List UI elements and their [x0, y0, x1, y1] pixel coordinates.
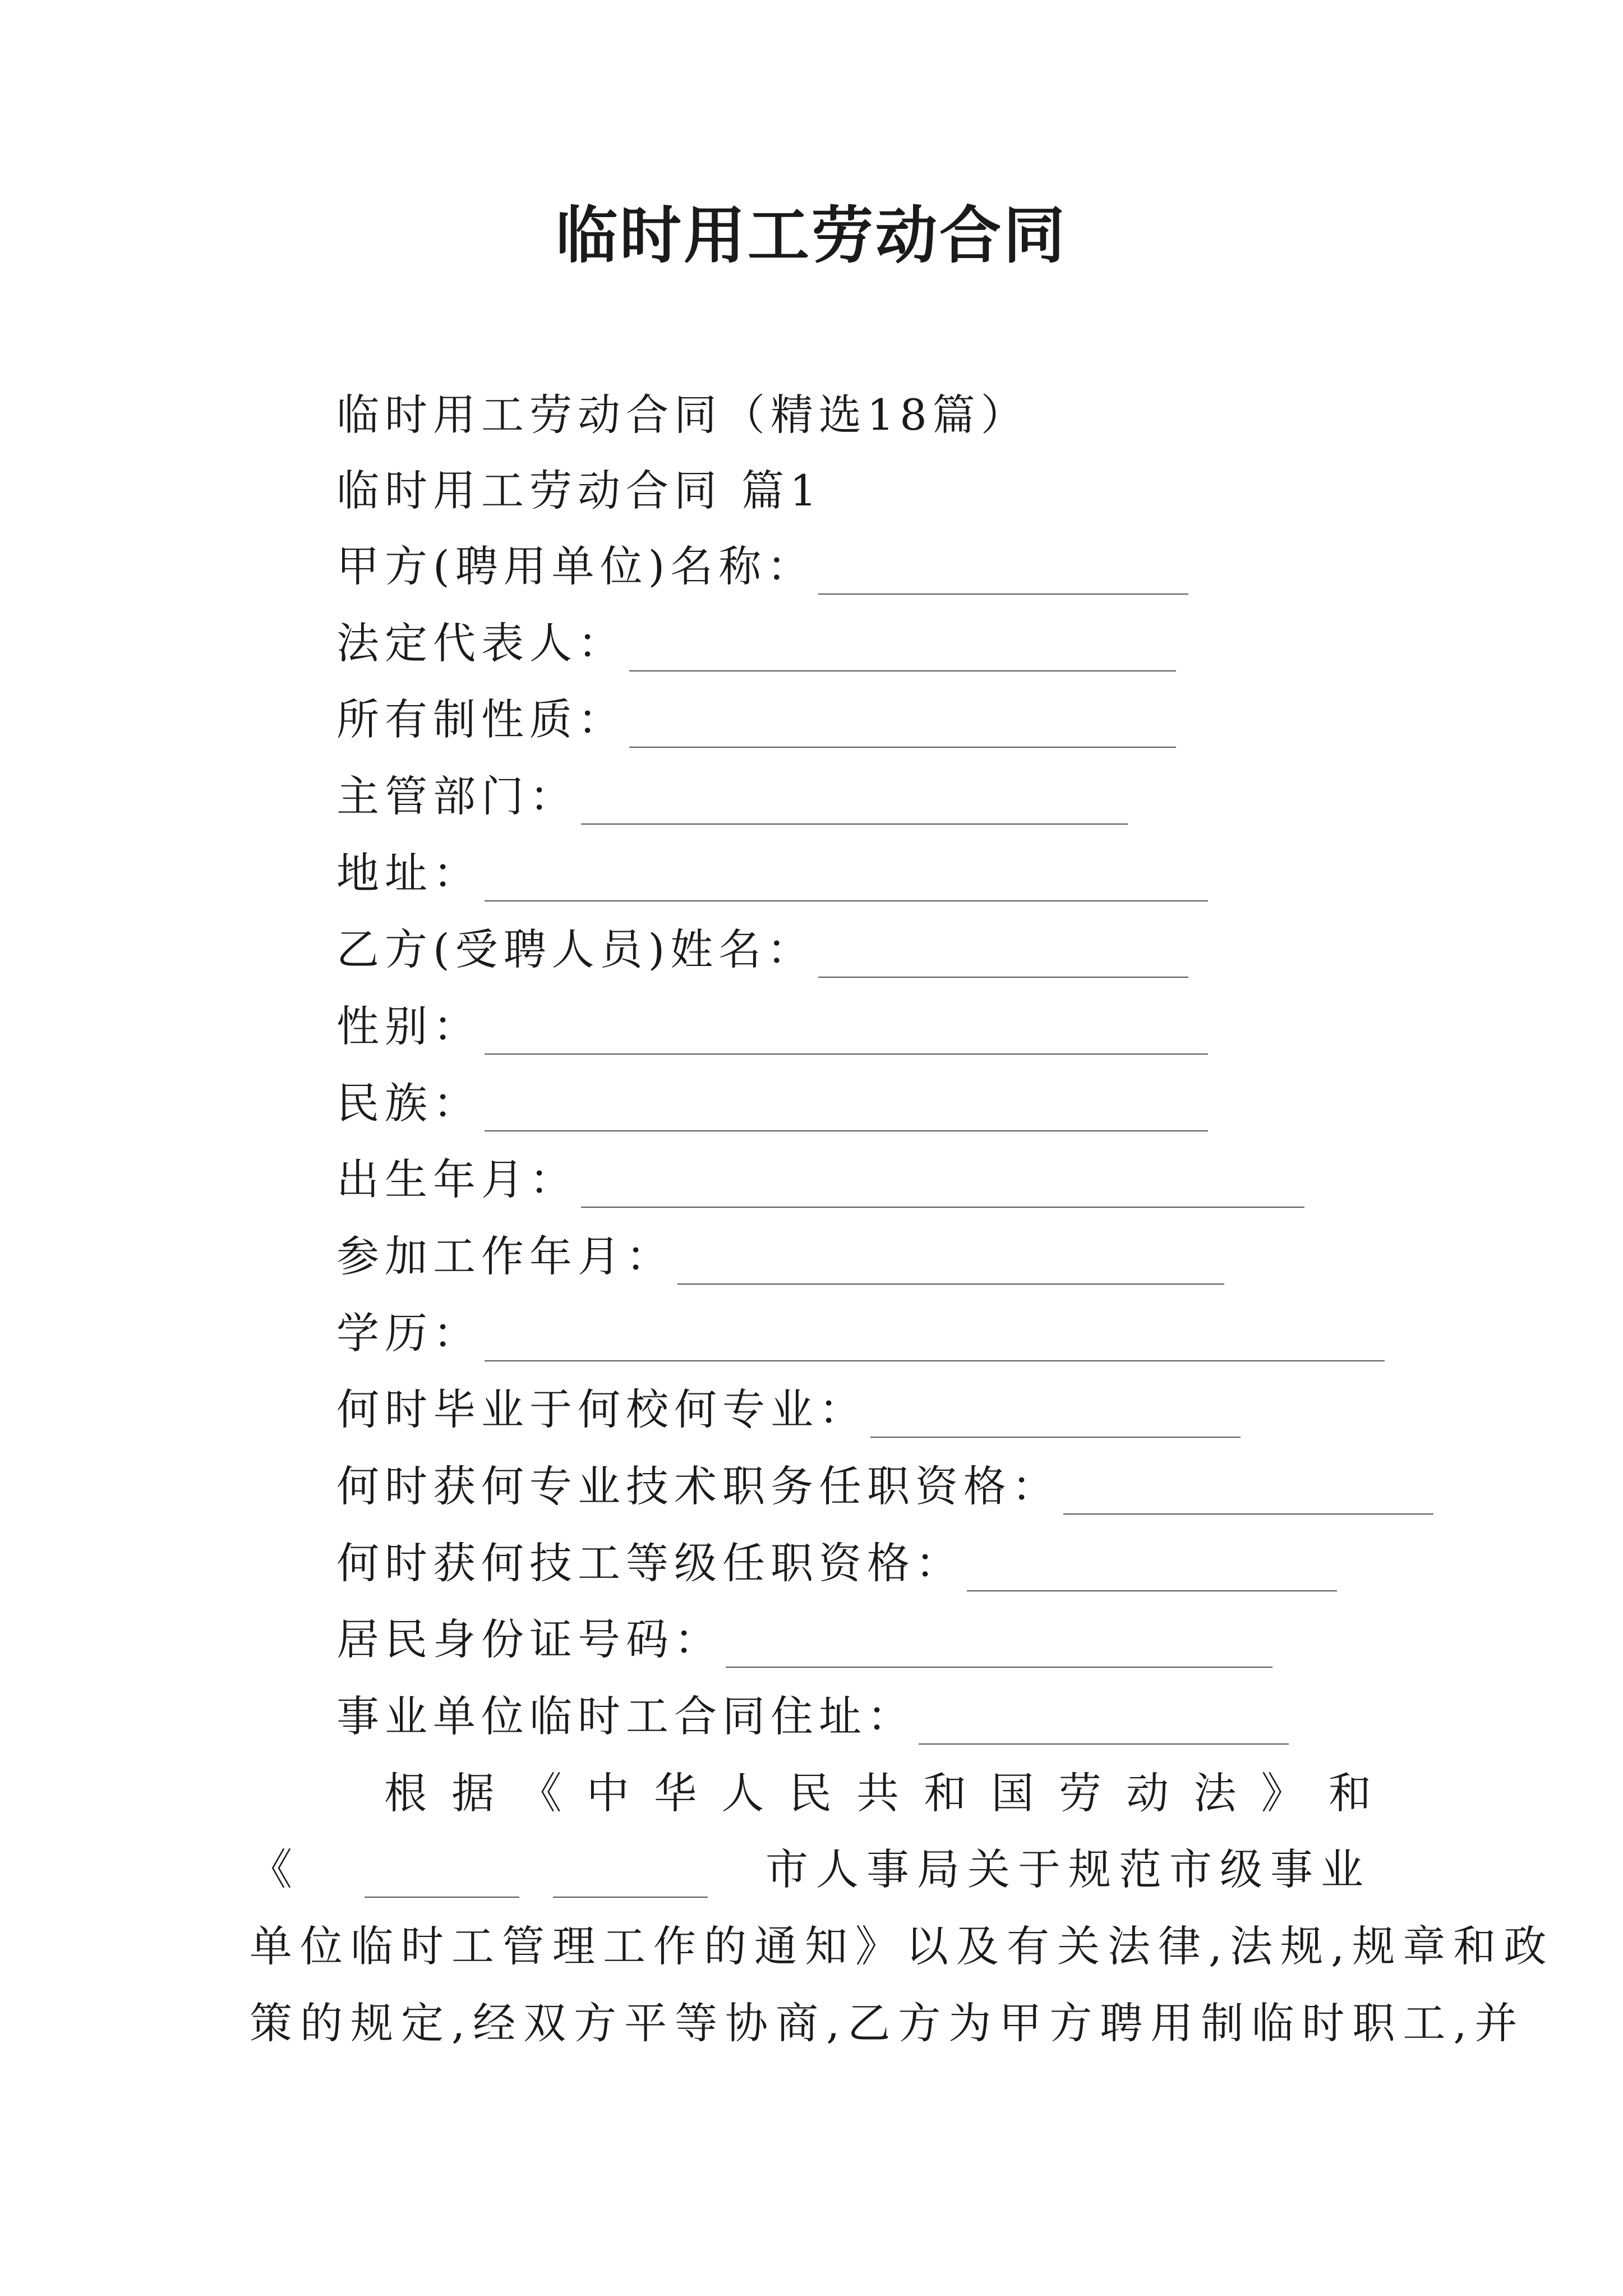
- field-label: 何时获何技工等级任职资格：: [336, 1538, 963, 1588]
- body-line-4: 策的规定,经双方平等协商,乙方为甲方聘用制临时职工,并: [250, 1998, 1525, 2048]
- field-label: 所有制性质：: [336, 694, 626, 744]
- field-gender: [336, 999, 1208, 1055]
- document-title: 临时用工劳动合同: [556, 199, 1067, 272]
- field-label: 事业单位临时工合同住址：: [336, 1691, 915, 1741]
- fill-blank: [677, 1244, 1224, 1285]
- field-label: 性别：: [336, 1001, 481, 1051]
- document-subtitle: 临时用工劳动合同（精选18篇）: [336, 390, 1029, 440]
- field-label: 参加工作年月：: [336, 1231, 674, 1281]
- field-contract-address: [336, 1688, 1289, 1745]
- section-heading: 临时用工劳动合同 篇1: [336, 466, 823, 516]
- fill-blank: [581, 784, 1128, 825]
- fill-blank: [553, 1857, 708, 1898]
- field-employer-name: [336, 539, 1188, 595]
- fill-blank: [485, 1014, 1208, 1055]
- fill-blank: [818, 554, 1188, 595]
- fill-blank: [1063, 1474, 1433, 1515]
- field-professional-qualification: [336, 1458, 1433, 1515]
- fill-blank: [485, 1321, 1385, 1361]
- field-work-start-date: [336, 1228, 1224, 1285]
- field-label: 居民身份证号码：: [336, 1614, 722, 1664]
- field-label: 乙方(受聘人员)姓名：: [336, 924, 815, 974]
- fill-blank: [629, 707, 1176, 748]
- field-label: 何时毕业于何校何专业：: [336, 1384, 867, 1434]
- fill-blank: [870, 1397, 1241, 1438]
- field-label: 地址：: [336, 848, 481, 898]
- fill-blank: [629, 631, 1176, 671]
- field-education: [336, 1305, 1385, 1361]
- field-label: 主管部门：: [336, 771, 578, 821]
- fill-blank: [485, 1091, 1208, 1131]
- fill-blank: [365, 1857, 519, 1898]
- field-graduation: [336, 1382, 1241, 1438]
- field-ownership: [336, 692, 1176, 748]
- fill-blank: [818, 937, 1188, 978]
- field-employee-name: [336, 922, 1188, 978]
- fill-blank: [485, 861, 1208, 901]
- field-id-number: [336, 1612, 1272, 1668]
- field-ethnicity: [336, 1075, 1208, 1131]
- body-line-1: 根 据 《 中 华 人 民 共 和 国 劳 动 法 》 和: [384, 1768, 1371, 1818]
- field-address: [336, 845, 1208, 901]
- field-label: 学历：: [336, 1308, 481, 1358]
- field-technical-grade: [336, 1535, 1337, 1591]
- fill-blank: [967, 1551, 1337, 1591]
- field-label: 民族：: [336, 1078, 481, 1128]
- field-label: 法定代表人：: [336, 618, 626, 668]
- field-label: 出生年月：: [336, 1154, 578, 1204]
- field-label: 何时获何专业技术职务任职资格：: [336, 1461, 1060, 1511]
- field-birth-date: [336, 1152, 1304, 1208]
- field-department: [336, 769, 1128, 825]
- body-line-2: 《 市人事局关于规范市级事业: [250, 1842, 1371, 1898]
- fill-blank: [919, 1704, 1289, 1745]
- field-label: 甲方(聘用单位)名称：: [336, 541, 815, 591]
- body-line-3: 单位临时工管理工作的通知》以及有关法律,法规,规章和政: [250, 1921, 1555, 1971]
- field-legal-representative: [336, 615, 1176, 671]
- fill-blank: [581, 1167, 1304, 1208]
- fill-blank: [726, 1627, 1272, 1668]
